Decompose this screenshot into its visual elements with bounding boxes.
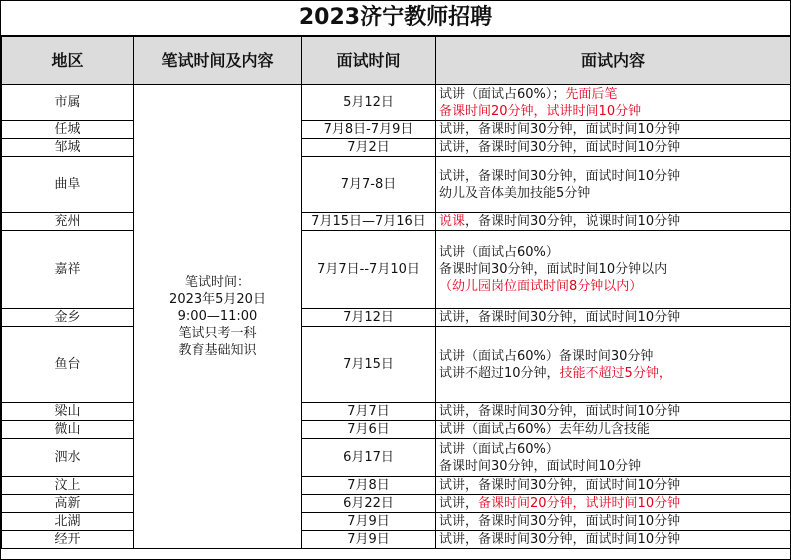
table-row xyxy=(2,439,791,477)
content-line xyxy=(439,86,787,103)
interview-time-cell: 7月12日 xyxy=(302,309,436,327)
region-cell: 泗水 xyxy=(2,439,134,477)
written-exam-line: 教育基础知识 xyxy=(178,343,257,358)
header-interview-content: 面试内容 xyxy=(436,37,791,85)
highlighted-text: 备课时间20分钟，试讲时间10分钟 xyxy=(478,496,681,511)
region-cell: 鱼台 xyxy=(2,327,134,403)
content-text: 备课时间30分钟，面试时间10分钟 xyxy=(439,458,642,474)
interview-time-cell: 7月9日 xyxy=(302,513,436,531)
interview-content-cell xyxy=(436,157,791,213)
table-row xyxy=(2,403,791,421)
table-row xyxy=(2,495,791,513)
table-row xyxy=(2,121,791,139)
table-body xyxy=(2,85,791,549)
interview-content-cell xyxy=(436,421,791,439)
highlighted-text: 备课时间20分钟，试讲时间10分钟 xyxy=(439,103,642,119)
content-line xyxy=(439,421,787,438)
content-line xyxy=(439,513,787,530)
content-text: 试讲，备课时间30分钟，面试时间10分钟 xyxy=(439,404,681,419)
content-text: 备课时间30分钟，面试时间10分钟以内 xyxy=(439,262,668,277)
interview-time-cell: 7月9日 xyxy=(302,531,436,549)
table-row xyxy=(2,157,791,213)
content-text: 幼儿及音体美加技能5分钟 xyxy=(439,185,591,201)
content-line xyxy=(439,309,787,326)
region-cell: 高新 xyxy=(2,495,134,513)
content-text: 试讲不超过10分钟， xyxy=(439,365,560,381)
header-row xyxy=(2,37,791,85)
written-exam-line: 笔试只考一科 xyxy=(178,326,257,341)
interview-content-cell xyxy=(436,327,791,403)
page-title: 2023济宁教师招聘 xyxy=(1,1,790,36)
content-line xyxy=(439,168,787,185)
header-interview-time: 面试时间 xyxy=(302,37,436,85)
interview-content-cell xyxy=(436,309,791,327)
region-cell: 金乡 xyxy=(2,309,134,327)
interview-time-cell: 7月7日 xyxy=(302,403,436,421)
interview-content-cell xyxy=(436,85,791,121)
table-row xyxy=(2,531,791,549)
interview-time-cell: 7月7-8日 xyxy=(302,157,436,213)
region-cell: 微山 xyxy=(2,421,134,439)
region-cell: 经开 xyxy=(2,531,134,549)
interview-content-cell xyxy=(436,403,791,421)
interview-content-cell xyxy=(436,477,791,495)
content-text: 试讲，备课时间30分钟，面试时间10分钟 xyxy=(439,310,681,325)
content-line xyxy=(439,458,787,475)
content-line xyxy=(439,278,787,295)
region-cell: 任城 xyxy=(2,121,134,139)
content-text: 试讲（面试占60%）； xyxy=(439,86,566,102)
header-written: 笔试时间及内容 xyxy=(134,37,302,85)
content-line xyxy=(439,441,787,458)
content-text: 试讲， xyxy=(439,496,479,511)
content-text: 试讲，备课时间30分钟，面试时间10分钟 xyxy=(439,478,681,493)
interview-time-cell: 7月15日—7月16日 xyxy=(302,213,436,231)
region-cell: 梁山 xyxy=(2,403,134,421)
interview-time-cell: 7月7日--7月10日 xyxy=(302,231,436,309)
content-text: ，备课时间30分钟，说课时间10分钟 xyxy=(465,214,681,229)
written-exam-line: 笔试时间： xyxy=(184,275,250,290)
content-text: 试讲（面试占60%） xyxy=(439,441,559,457)
content-line xyxy=(439,495,787,512)
content-text: 试讲，备课时间30分钟，面试时间10分钟 xyxy=(439,168,681,184)
interview-content-cell xyxy=(436,139,791,157)
table-row xyxy=(2,421,791,439)
interview-time-cell: 7月2日 xyxy=(302,139,436,157)
content-text: 试讲，备课时间30分钟，面试时间10分钟 xyxy=(439,140,681,155)
table-row xyxy=(2,477,791,495)
content-line xyxy=(439,348,787,365)
highlighted-text: （幼儿园岗位面试时间8分钟以内） xyxy=(439,279,643,294)
content-line xyxy=(439,213,787,230)
interview-time-cell: 7月15日 xyxy=(302,327,436,403)
content-line xyxy=(439,139,787,156)
written-exam-line: 2023年5月20日 xyxy=(169,292,266,307)
content-text: 试讲（面试占60%）备课时间30分钟 xyxy=(439,348,654,364)
content-text: 试讲，备课时间30分钟，面试时间10分钟 xyxy=(439,532,681,547)
content-line xyxy=(439,477,787,494)
content-line xyxy=(439,261,787,278)
highlighted-text: 先面后笔 xyxy=(565,86,618,102)
content-line xyxy=(439,121,787,138)
interview-content-cell xyxy=(436,495,791,513)
region-cell: 市属 xyxy=(2,85,134,121)
content-line xyxy=(439,365,787,382)
highlighted-text: 说课 xyxy=(439,214,466,229)
interview-time-cell: 7月6日 xyxy=(302,421,436,439)
interview-time-cell: 6月22日 xyxy=(302,495,436,513)
content-text: 试讲（面试占60%）去年幼儿含技能 xyxy=(439,422,650,437)
content-line xyxy=(439,103,787,120)
region-cell: 兖州 xyxy=(2,213,134,231)
interview-content-cell xyxy=(436,531,791,549)
written-exam-line: 9:00—11:00 xyxy=(177,309,258,324)
interview-content-cell xyxy=(436,439,791,477)
table-row xyxy=(2,213,791,231)
interview-content-cell xyxy=(436,121,791,139)
schedule-table xyxy=(1,36,791,549)
region-cell: 曲阜 xyxy=(2,157,134,213)
table-row xyxy=(2,309,791,327)
interview-content-cell xyxy=(436,231,791,309)
content-line xyxy=(439,531,787,548)
written-exam-cell xyxy=(134,85,302,549)
region-cell: 嘉祥 xyxy=(2,231,134,309)
interview-time-cell: 5月12日 xyxy=(302,85,436,121)
interview-time-cell: 7月8日-7月9日 xyxy=(302,121,436,139)
content-line xyxy=(439,185,787,202)
interview-content-cell xyxy=(436,213,791,231)
interview-time-cell: 6月17日 xyxy=(302,439,436,477)
region-cell: 邹城 xyxy=(2,139,134,157)
table-row xyxy=(2,231,791,309)
table-row xyxy=(2,513,791,531)
highlighted-text: 技能不超过5分钟， xyxy=(559,365,672,381)
content-line xyxy=(439,244,787,261)
table-row xyxy=(2,85,791,121)
region-cell: 北湖 xyxy=(2,513,134,531)
table-row xyxy=(2,139,791,157)
region-cell: 汶上 xyxy=(2,477,134,495)
content-text: 试讲，备课时间30分钟，面试时间10分钟 xyxy=(439,514,681,529)
content-text: 试讲（面试占60%） xyxy=(439,245,559,260)
header-region: 地区 xyxy=(2,37,134,85)
content-text: 试讲，备课时间30分钟，面试时间10分钟 xyxy=(439,122,681,137)
content-line xyxy=(439,403,787,420)
interview-content-cell xyxy=(436,513,791,531)
table-row xyxy=(2,327,791,403)
interview-time-cell: 7月8日 xyxy=(302,477,436,495)
